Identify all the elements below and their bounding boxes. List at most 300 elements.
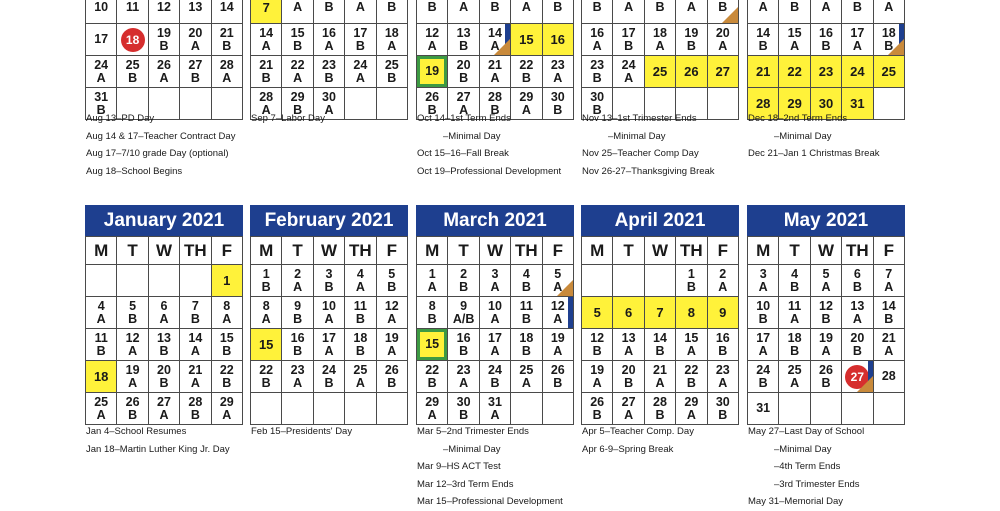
calendar-day [644, 361, 675, 393]
day-number: 17 [353, 25, 368, 40]
month-feb-2021 [250, 205, 408, 425]
calendar-day [479, 361, 510, 393]
ab-day-code: A [718, 38, 728, 53]
calendar-day [542, 329, 573, 361]
day-number: 17 [850, 25, 865, 40]
ab-day-code: A [387, 311, 397, 326]
day-number: 9 [719, 305, 727, 320]
day-number: 1 [428, 266, 436, 281]
day-number: 21 [755, 64, 771, 79]
ab-day-code: A [592, 375, 602, 390]
month-title: May 2021 [747, 205, 905, 236]
calendar-day [282, 361, 313, 393]
week-row [86, 329, 243, 361]
calendar-day [810, 24, 841, 56]
notes-sep [251, 110, 325, 128]
day-number: 27 [157, 394, 171, 409]
calendar-note: May 27–Last Day of School [748, 426, 865, 437]
day-number: 22 [519, 57, 534, 72]
calendar-day [345, 88, 376, 120]
day-number: 22 [425, 362, 440, 377]
notes-apr [582, 423, 694, 458]
calendar-note: Aug 17–7/10 grade Day (optional) [86, 148, 229, 159]
ab-day-code: A [427, 407, 437, 422]
month-title: April 2021 [581, 205, 739, 236]
calendar-day [148, 393, 179, 425]
day-number: 2 [460, 266, 468, 281]
day-number: 15 [519, 32, 534, 47]
ab-day-code: A [655, 375, 665, 390]
calendar-day [282, 329, 313, 361]
calendar-note: May 31–Memorial Day [748, 496, 844, 507]
day-number: 16 [550, 32, 566, 47]
calendar-day [211, 361, 242, 393]
day-number: 21 [881, 330, 896, 345]
day-number: 25 [787, 362, 802, 377]
day-number: 10 [322, 298, 336, 313]
ab-day-code: A [884, 343, 894, 358]
ab-day-code: A [490, 343, 500, 358]
notes-feb [251, 423, 352, 441]
day-number: 14 [188, 330, 203, 345]
weekday-label: M [86, 237, 117, 265]
calendar-day [376, 88, 407, 120]
month-may-2021 [747, 205, 905, 425]
day-number: 28 [259, 89, 274, 104]
calendar-grid [581, 0, 739, 120]
calendar-day [479, 24, 510, 56]
ab-day-code: A [655, 38, 665, 53]
calendar-day [86, 0, 117, 24]
day-number: 1 [262, 266, 270, 281]
calendar-day [613, 24, 644, 56]
day-number: 17 [621, 25, 636, 40]
calendar-day [376, 24, 407, 56]
calendar-day [211, 56, 242, 88]
week-row [582, 361, 739, 393]
month-mar-2021 [416, 205, 574, 425]
calendar-day [479, 297, 510, 329]
calendar-day [707, 361, 738, 393]
ab-day-code: A [553, 343, 563, 358]
day-number: 23 [290, 362, 305, 377]
day-number: 11 [787, 298, 802, 313]
calendar-day [873, 361, 904, 393]
ab-day-code: B [884, 38, 894, 53]
calendar-day [613, 265, 644, 297]
day-number: 27 [456, 89, 471, 104]
ab-day-code: A [592, 38, 602, 53]
day-number: 25 [652, 64, 668, 79]
notes-mar [417, 423, 563, 511]
weekday-label: W [313, 237, 344, 265]
ab-day-code: A [490, 279, 500, 294]
calendar-day [282, 393, 313, 425]
ab-day-code: A [293, 70, 303, 85]
day-number: 19 [819, 330, 833, 345]
calendar-day [479, 0, 510, 24]
calendar-day [345, 24, 376, 56]
calendar-day [810, 393, 841, 425]
day-number: 19 [425, 64, 440, 78]
calendar-day [676, 329, 707, 361]
calendar-day [448, 56, 479, 88]
calendar-day [211, 24, 242, 56]
calendar-day [873, 297, 904, 329]
day-number: 23 [715, 362, 730, 377]
calendar-day [148, 0, 179, 24]
ab-day-code: A [624, 70, 634, 85]
ab-day-code: B [718, 343, 728, 358]
calendar-day [313, 297, 344, 329]
ab-day-code: A [190, 343, 200, 358]
calendar-day [613, 361, 644, 393]
day-number: 1 [687, 266, 695, 281]
ab-day-code: B [592, 343, 602, 358]
month-title: February 2021 [250, 205, 408, 236]
day-number: 18 [787, 330, 802, 345]
day-number: 26 [384, 362, 399, 377]
day-number: 8 [262, 298, 270, 313]
ab-day-code: B [624, 38, 634, 53]
weekday-label: W [644, 237, 675, 265]
ab-day-code: B [852, 343, 862, 358]
ab-day-code: A [718, 375, 728, 390]
day-number: 28 [188, 394, 203, 409]
calendar-day [180, 24, 211, 56]
day-number: 27 [188, 57, 203, 72]
calendar-day [180, 0, 211, 24]
ab-day-code: A [324, 311, 334, 326]
calendar-day [644, 393, 675, 425]
week-row [582, 297, 739, 329]
ab-day-code: B [459, 279, 469, 294]
ab-day-code: A [624, 0, 634, 14]
ab-day-code: A [821, 343, 831, 358]
day-number: 10 [94, 0, 109, 14]
ab-day-code: A [96, 70, 106, 85]
calendar-day [448, 361, 479, 393]
calendar-grid [250, 236, 408, 425]
day-number: 7 [885, 266, 893, 281]
weekday-label: F [542, 237, 573, 265]
month-sep-2020 [250, 0, 408, 120]
calendar-day [148, 329, 179, 361]
calendar-day [148, 297, 179, 329]
day-number: 22 [290, 57, 305, 72]
calendar-day [376, 329, 407, 361]
calendar-day [582, 24, 613, 56]
calendar-day [313, 56, 344, 88]
calendar-day [842, 0, 873, 24]
day-number: 4 [97, 298, 105, 313]
day-number: 29 [290, 89, 305, 104]
day-number: 30 [550, 89, 565, 104]
day-number: 11 [519, 298, 533, 313]
day-number: 14 [756, 25, 771, 40]
weekday-label: T [779, 237, 810, 265]
day-number: 3 [759, 266, 767, 281]
ab-day-code: B [821, 38, 831, 53]
day-number: 23 [456, 362, 471, 377]
day-number: 27 [715, 64, 731, 79]
calendar-day [417, 56, 448, 88]
ab-day-code: B [459, 70, 469, 85]
calendar-day [542, 393, 573, 425]
day-number: 12 [125, 330, 140, 345]
ab-day-code: A [159, 70, 169, 85]
calendar-day [86, 297, 117, 329]
calendar-day [676, 265, 707, 297]
ab-day-code: B [128, 407, 138, 422]
calendar-day [748, 329, 779, 361]
calendar-day [376, 393, 407, 425]
calendar-day [748, 297, 779, 329]
ab-day-code: B [324, 0, 334, 14]
day-number: 19 [384, 330, 399, 345]
week-row [748, 361, 905, 393]
ab-day-code: B [222, 375, 232, 390]
day-number: 26 [684, 64, 699, 79]
day-number: 31 [488, 394, 502, 409]
ab-day-code: A [821, 0, 831, 14]
ab-day-code: B [592, 0, 602, 14]
ab-day-code: B [293, 38, 303, 53]
day-number: 28 [488, 89, 502, 104]
calendar-day [345, 393, 376, 425]
day-number: 25 [384, 57, 399, 72]
week-row [251, 393, 408, 425]
calendar-day [644, 265, 675, 297]
calendar-day [251, 24, 282, 56]
day-number: 12 [425, 25, 440, 40]
day-number: 23 [590, 57, 605, 72]
calendar-day [211, 0, 242, 24]
day-number: 7 [656, 305, 664, 320]
day-number: 14 [219, 0, 234, 14]
ab-day-code: B [293, 343, 303, 358]
weekday-label: TH [511, 237, 542, 265]
calendar-day [676, 24, 707, 56]
calendar-day [345, 265, 376, 297]
ab-day-code: B [427, 375, 437, 390]
month-aug-2020 [85, 0, 243, 120]
calendar-day [345, 56, 376, 88]
ab-day-code: B [355, 38, 365, 53]
calendar-day [117, 329, 148, 361]
day-number: 25 [94, 394, 109, 409]
calendar-day [479, 265, 510, 297]
weekday-label: TH [180, 237, 211, 265]
day-number: 20 [621, 362, 636, 377]
ab-day-code: B [718, 407, 728, 422]
calendar-day [779, 393, 810, 425]
day-number: 26 [590, 394, 605, 409]
month-nov-2020 [581, 0, 739, 120]
calendar-day [644, 24, 675, 56]
ab-day-code: A [758, 343, 768, 358]
calendar-day [180, 361, 211, 393]
day-number: 29 [684, 394, 699, 409]
ab-day-code: B [624, 375, 634, 390]
calendar-note: Mar 12–3rd Term Ends [417, 478, 514, 490]
day-number: 25 [353, 362, 368, 377]
day-number: 13 [621, 330, 636, 345]
calendar-day [313, 361, 344, 393]
day-number: 22 [259, 362, 274, 377]
calendar-day [117, 393, 148, 425]
ab-day-code: B [427, 311, 437, 326]
calendar-day [676, 0, 707, 24]
day-number: 11 [125, 0, 140, 14]
calendar-grid [747, 236, 905, 425]
week-row [86, 393, 243, 425]
ab-day-code: B [521, 279, 531, 294]
day-number: 26 [425, 89, 440, 104]
weekday-label: W [810, 237, 841, 265]
day-number: 16 [715, 330, 730, 345]
calendar-day [86, 265, 117, 297]
calendar-day [676, 393, 707, 425]
ab-day-code: A [521, 102, 531, 117]
calendar-note: –Minimal Day [443, 130, 501, 142]
weekday-label: F [376, 237, 407, 265]
calendar-day [873, 0, 904, 24]
calendar-grid [416, 0, 574, 120]
weekday-label: W [148, 237, 179, 265]
ab-day-code: A [459, 102, 469, 117]
ab-day-code: A [293, 0, 303, 14]
calendar-day [148, 24, 179, 56]
calendar-day [282, 297, 313, 329]
weekday-label: TH [345, 237, 376, 265]
ab-day-code: B [553, 102, 563, 117]
week-row [251, 56, 408, 88]
week-row [748, 297, 905, 329]
day-number: 29 [219, 394, 234, 409]
ab-day-code: B [387, 0, 397, 14]
day-number: 5 [129, 298, 137, 313]
ab-day-code: A [261, 311, 271, 326]
ab-day-code: A [790, 38, 800, 53]
ab-day-code: B [159, 38, 169, 53]
calendar-day [779, 56, 810, 88]
calendar-note: Jan 4–School Resumes [86, 426, 187, 437]
ab-day-code: B [387, 70, 397, 85]
day-number: 17 [322, 330, 336, 345]
day-number: 24 [94, 57, 109, 72]
week-row [251, 0, 408, 24]
ab-day-code: B [324, 279, 334, 294]
calendar-day [676, 56, 707, 88]
day-number: 4 [791, 266, 799, 281]
calendar-day [345, 0, 376, 24]
ab-day-code: A [490, 38, 500, 53]
calendar-note: Nov 13–1st Trimester Ends [582, 113, 697, 124]
calendar-day [282, 265, 313, 297]
ab-day-code: A [355, 375, 365, 390]
week-row [748, 0, 905, 24]
ab-day-code: B [686, 375, 696, 390]
calendar-day [873, 329, 904, 361]
calendar-day [810, 56, 841, 88]
ab-day-code: B [355, 311, 365, 326]
calendar-day [417, 297, 448, 329]
day-number: 25 [125, 57, 140, 72]
day-number: 2 [719, 266, 727, 281]
ab-day-code: B [790, 0, 800, 14]
day-number: 16 [322, 25, 336, 40]
day-number: 8 [687, 305, 695, 320]
day-number: 6 [853, 266, 861, 281]
week-row [417, 56, 574, 88]
calendar-day [448, 329, 479, 361]
day-number: 5 [593, 305, 601, 320]
calendar-day [511, 56, 542, 88]
calendar-note: Oct 19–Professional Development [417, 165, 562, 177]
ab-day-code: A [190, 38, 200, 53]
notes-aug [86, 110, 235, 180]
day-number: 21 [219, 25, 234, 40]
calendar-day [511, 297, 542, 329]
week-row [582, 329, 739, 361]
calendar-day [748, 361, 779, 393]
calendar-note: –4th Term Ends [774, 461, 841, 472]
weekday-label: F [211, 237, 242, 265]
ab-day-code: A [324, 38, 334, 53]
ab-day-code: B [821, 311, 831, 326]
calendar-day [376, 361, 407, 393]
calendar-day [842, 361, 873, 393]
calendar-grid [747, 0, 905, 120]
calendar-grid [85, 236, 243, 425]
ab-day-code: A [355, 279, 365, 294]
calendar-day [180, 393, 211, 425]
calendar-day [511, 393, 542, 425]
calendar-day [676, 297, 707, 329]
calendar-day [707, 265, 738, 297]
event-circle: 18 [121, 28, 145, 52]
ab-day-code: A [222, 311, 232, 326]
day-number: 30 [456, 394, 471, 409]
day-number: 1 [223, 273, 231, 288]
ab-day-code: B [324, 375, 334, 390]
day-number: 26 [819, 362, 833, 377]
weekday-label: F [707, 237, 738, 265]
calendar-note: Nov 26-27–Thanksgiving Break [582, 165, 715, 177]
weekday-label: TH [676, 237, 707, 265]
day-number: 10 [756, 298, 771, 313]
ab-day-code: A [222, 407, 232, 422]
calendar-day [117, 56, 148, 88]
day-number: 25 [519, 362, 534, 377]
calendar-day [345, 297, 376, 329]
ab-day-code: A [884, 0, 894, 14]
calendar-day [479, 329, 510, 361]
weekday-label: M [748, 237, 779, 265]
ab-day-code: B [490, 375, 500, 390]
calendar-day [842, 297, 873, 329]
calendar-day [842, 24, 873, 56]
week-row [417, 24, 574, 56]
day-number: 21 [653, 362, 667, 377]
calendar-grid [250, 0, 408, 120]
calendar-day [180, 329, 211, 361]
calendar-grid [85, 0, 243, 120]
day-number: 24 [488, 362, 502, 377]
day-number: 14 [653, 330, 667, 345]
calendar-day [582, 361, 613, 393]
